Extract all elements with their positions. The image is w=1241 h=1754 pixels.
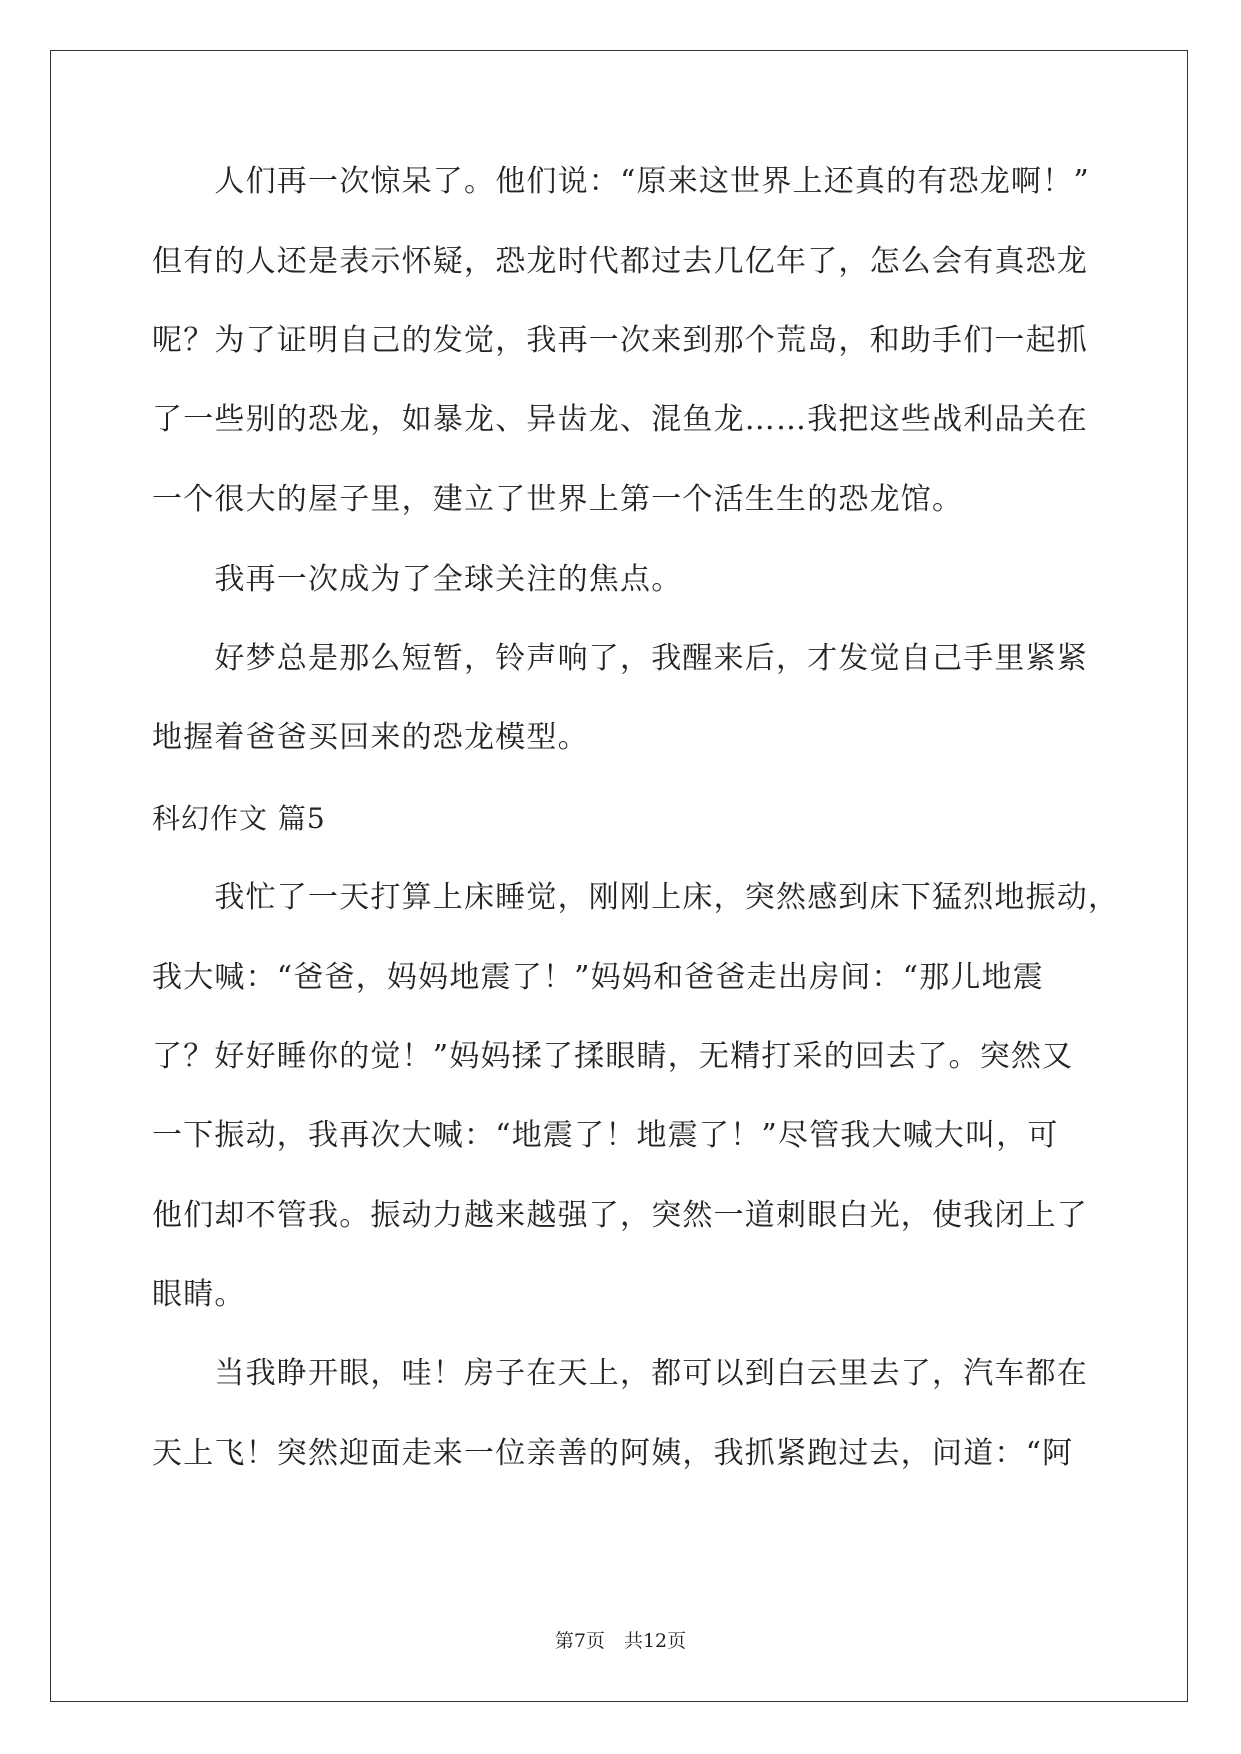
- section-heading: 科幻作文 篇5: [152, 802, 326, 835]
- paragraph-line: 了？好好睡你的觉！”妈妈揉了揉眼睛，无精打采的回去了。突然又: [152, 1039, 1074, 1074]
- paragraph-line: 一下振动，我再次大喊：“地震了！地震了！”尽管我大喊大叫，可: [152, 1118, 1059, 1153]
- paragraph-line: 好梦总是那么短暂，铃声响了，我醒来后，才发觉自己手里紧紧: [152, 641, 1088, 676]
- paragraph-line: 他们却不管我。振动力越来越强了，突然一道刺眼白光，使我闭上了: [152, 1198, 1088, 1233]
- paragraph-line: 但有的人还是表示怀疑，恐龙时代都过去几亿年了，怎么会有真恐龙: [152, 244, 1088, 279]
- paragraph-line: 当我睁开眼，哇！房子在天上，都可以到白云里去了，汽车都在: [152, 1356, 1088, 1391]
- paragraph-line: 我大喊：“爸爸，妈妈地震了！”妈妈和爸爸走出房间：“那儿地震: [152, 960, 1045, 995]
- paragraph-line: 了一些别的恐龙，如暴龙、异齿龙、混鱼龙……我把这些战利品关在: [152, 402, 1088, 437]
- paragraph-line: 人们再一次惊呆了。他们说：“原来这世界上还真的有恐龙啊！”: [152, 164, 1090, 199]
- paragraph-line: 呢？为了证明自己的发觉，我再一次来到那个荒岛，和助手们一起抓: [152, 323, 1088, 358]
- paragraph-line: 地握着爸爸买回来的恐龙模型。: [152, 720, 589, 755]
- paragraph-line: 我忙了一天打算上床睡觉，刚刚上床，突然感到床下猛烈地振动，: [152, 880, 1120, 915]
- page-number-footer: 第7页 共12页: [554, 1630, 687, 1652]
- paragraph-line: 天上飞！突然迎面走来一位亲善的阿姨，我抓紧跑过去，问道：“阿: [152, 1436, 1074, 1471]
- paragraph-line: 一个很大的屋子里，建立了世界上第一个活生生的恐龙馆。: [152, 482, 964, 517]
- paragraph-line: 我再一次成为了全球关注的焦点。: [152, 562, 683, 597]
- paragraph-line: 眼睛。: [152, 1277, 246, 1312]
